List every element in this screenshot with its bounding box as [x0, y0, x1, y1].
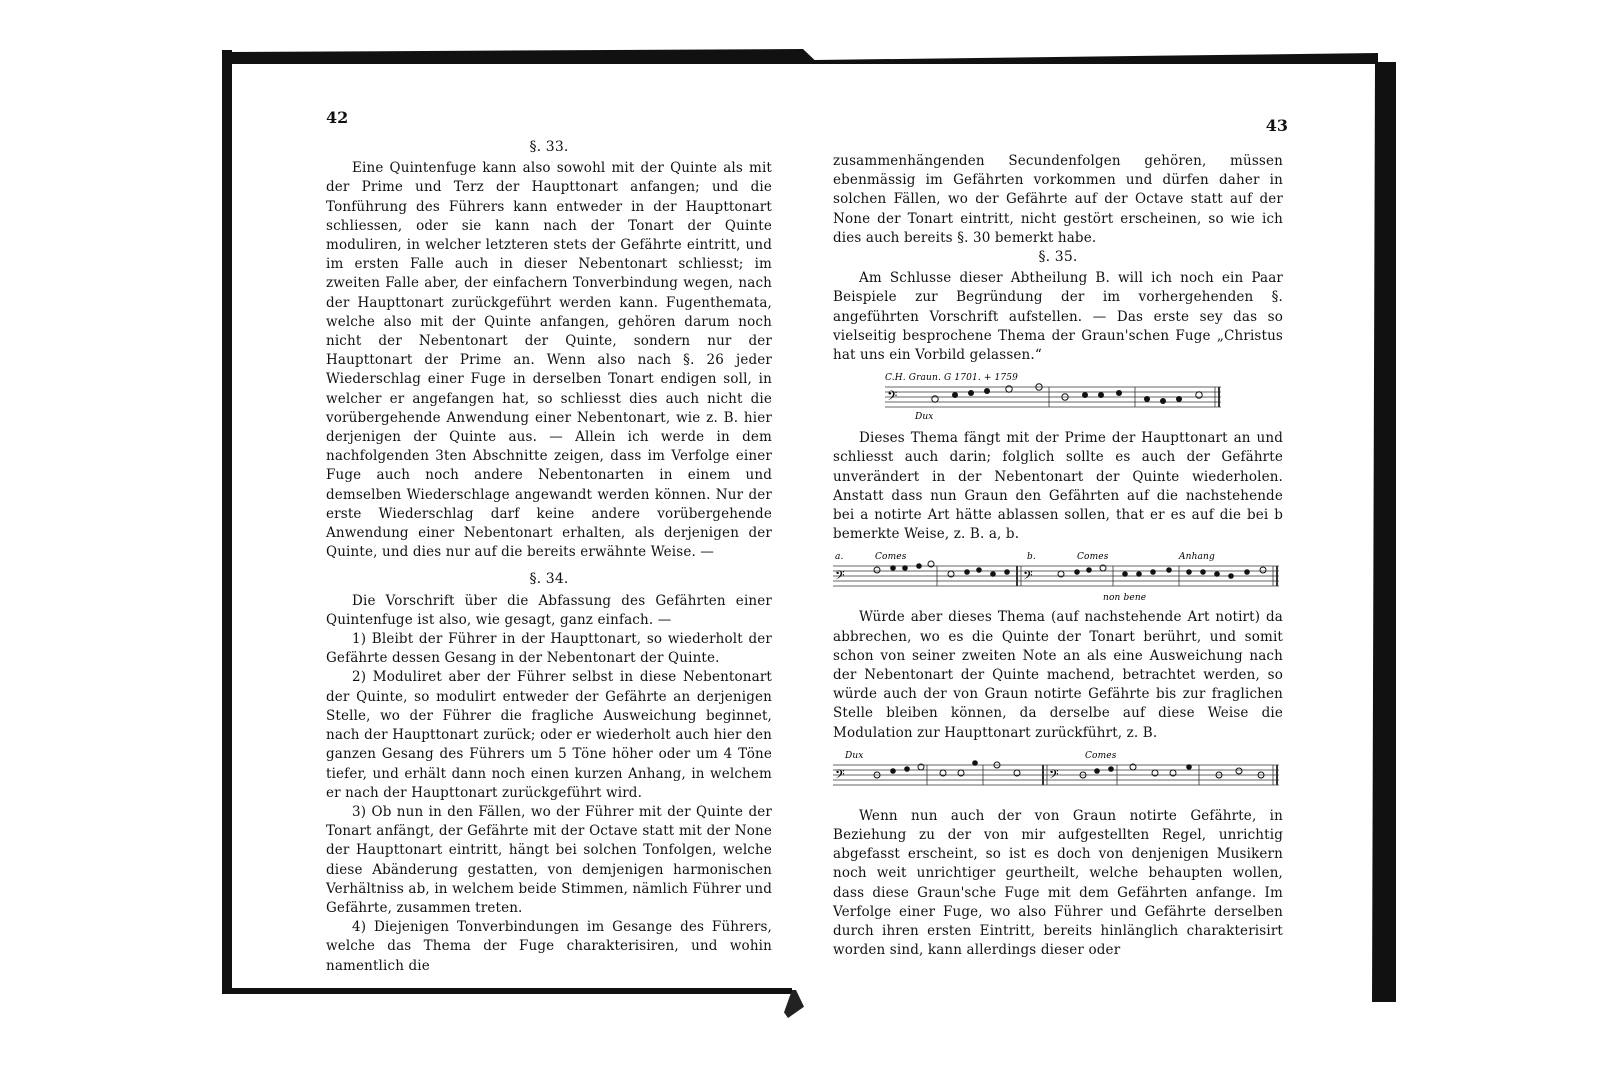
section-heading: §. 33. [529, 139, 569, 155]
dux-label: Dux [845, 750, 864, 761]
paragraph: Am Schlusse dieser Abtheilung B. will ich noch ein Paar Beispiele zur Begründung der im vorhergehenden §. angeführten Vorschrift aufstellen. — Das erste sey das so vielseitig besprochene Thema der Graun'schen Fuge „Christus hat uns ein Vorbild gelassen.“ [833, 270, 1283, 364]
bass-clef-icon: 𝄢 [835, 766, 845, 785]
staff-lines [885, 387, 1221, 407]
music-example-1 [833, 371, 1283, 423]
comes-label-a: Comes [875, 552, 907, 563]
book-bottom-edge [222, 988, 792, 994]
paragraph: Dieses Thema fängt mit der Prime der Haupttonart an und schliesst auch darin; folglich sollte es auch der Gefährte unverändert in der Nebentonart der Quinte wiederholen. Anstatt dass nun Graun den Gefährten auf die nachstehende bei a notirte Art hätte ablassen sollen, that er es auf die bei b bemerkte Weise, z. B. a, b. [833, 430, 1283, 543]
composer-label: C.H. Graun. G 1701. + 1759 [885, 373, 1019, 384]
paragraph: Wenn nun auch der von Graun notirte Gefährte, in Beziehung zu der von mir aufgestellten Regel, unrichtig abgefasst erscheint, so ist es doch von denjenigen Musikern noch weit unrichtiger geurtheilt, welche behaupten wollen, dass diese Graun'sche Fuge mit dem Gefährten anfange. Im Verfolge einer Fuge, wo also Führer und Gefährte derselben durch ihren ersten Eintritt, bereits hinlänglich charakterisirt worden sind, kann allerdings dieser oder [833, 807, 1283, 959]
paragraph: Die Vorschrift über die Abfassung des Gefährten einer Quintenfuge ist also, wie gesagt, ganz einfach. — [326, 592, 772, 628]
music-example-3 [833, 749, 1283, 801]
gutter-mark [784, 990, 804, 1018]
book-right-edge [1366, 62, 1396, 1002]
comes-label-b: Comes [1077, 552, 1109, 563]
right-page [800, 64, 1366, 986]
non-bene-label: non bene [1103, 593, 1147, 603]
section-heading: §. 35. [1038, 249, 1078, 266]
staff-lines [833, 566, 1279, 586]
bass-clef-icon: 𝄢 [1023, 568, 1033, 587]
paragraph: 4) Diejenigen Tonverbindungen im Gesange des Führers, welche das Thema der Fuge charakterisiren, und wohin namentlich die [326, 919, 772, 974]
paragraph: Würde aber dieses Thema (auf nachstehende Art notirt) da abbrechen, wo es die Quinte der Tonart berührt, und somit schon von seiner zweiten Note an als eine Ausweichung nach der Nebentonart der Quinte machend, betrachtet werden, so würde auch der von Graun notirte Gefährte bis zur fraglichen Stelle bleiben können, da derselbe auf diese Weise die Modulation zur Haupttonart zurückführt, z. B. [833, 609, 1283, 741]
music-staff-3 [833, 749, 1283, 801]
comes-label: Comes [1085, 750, 1117, 761]
book-top-edge [228, 44, 1378, 64]
paragraph: 2) Moduliret aber der Führer selbst in diese Nebentonart der Quinte, so modulirt entweder der Gefährte an derjenigen Stelle, wo der Führer die fragliche Ausweichung beginnet, nach der Haupttonart zurück; oder er wiederholt auch hier den ganzen Gesang des Führers um 5 Töne höher oder um 4 Töne tiefer, und erhält dann noch einen kurzen Anhang, in welchem er nach der Haupttonart zurückgeführt wird. [326, 669, 772, 801]
section-heading: §. 34. [529, 571, 569, 588]
page-number-left: 42 [326, 108, 349, 127]
voice-label: Dux [915, 412, 934, 423]
bass-clef-icon: 𝄢 [1049, 766, 1059, 785]
label-a: a. [835, 552, 844, 563]
anhang-label: Anhang [1179, 552, 1215, 563]
music-example-2 [833, 550, 1283, 602]
right-page-text [833, 152, 1283, 961]
left-page-text [326, 138, 772, 976]
bass-clef-icon: 𝄢 [835, 568, 845, 587]
left-page [232, 64, 794, 986]
music-staff-1 [833, 371, 1283, 423]
label-b: b. [1027, 552, 1036, 563]
music-staff-2 [833, 550, 1283, 602]
bass-clef-icon: 𝄢 [887, 388, 898, 408]
paragraph: 3) Ob nun in den Fällen, wo der Führer mit der Quinte der Tonart anfängt, der Gefährte mit der Octave statt mit der None der Haupttonart eintritt, hängt bei solchen Tonfolgen, welche diese Abänderung gestatten, von demjenigen harmonischen Verhältniss ab, in welchem beide Stimmen, nämlich Führer und Gefährte, zusammen treten. [326, 803, 772, 916]
book-left-edge [222, 50, 232, 990]
paragraph: zusammenhängenden Secundenfolgen gehören, müssen ebenmässig im Gefährten vorkommen und dürfen daher in solchen Fällen, wo der Gefährte auf der Octave statt auf der None der Tonart eintritt, nicht gestört erscheinen, so wie ich dies auch bereits §. 30 bemerkt habe. [833, 153, 1283, 246]
paragraph: Eine Quintenfuge kann also sowohl mit der Quinte als mit der Prime und Terz der Haupttonart anfangen; und die Tonführung des Führers kann entweder in der Haupttonart schliessen, oder sie kann nach der Tonart der Quinte moduliren, in welcher letzteren stets der Gefährte eintritt, und im ersten Falle auch in dieser Nebentonart schliesst; im zweiten Falle aber, der einfachern Tonverbindung wegen, nach der Haupttonart zurückgeführt werden kann. Fugenthemata, welche also mit der Quinte anfangen, gehören darum noch nicht der Nebentonart der Quinte, sondern nur der Haupttonart der Prime an. Wenn also nach §. 26 jeder Wiederschlag einer Fuge in derselben Tonart endigen soll, in welcher er angefangen hat, so schliesst dies auch nicht die vorübergehende Anwendung einer Nebentonart, wie z. B. hier derjenigen der Quinte aus. — Allein ich werde in dem nachfolgenden 3ten Abschnitte zeigen, dass im Verfolge einer Fuge auch noch andere Nebentonarten in einem und demselben Wiederschlage angewandt werden können. Nur der erste Wiederschlag darf keine andere vorübergehende Anwendung einer Nebentonart erhalten, als derjenigen der Quinte, und dies nur auf die bereits erwähnte Weise. — [326, 160, 772, 561]
paragraph: 1) Bleibt der Führer in der Haupttonart, so wiederholt der Gefährte dessen Gesang in der Nebentonart der Quinte. [326, 631, 772, 667]
page-number-right: 43 [1265, 116, 1288, 135]
